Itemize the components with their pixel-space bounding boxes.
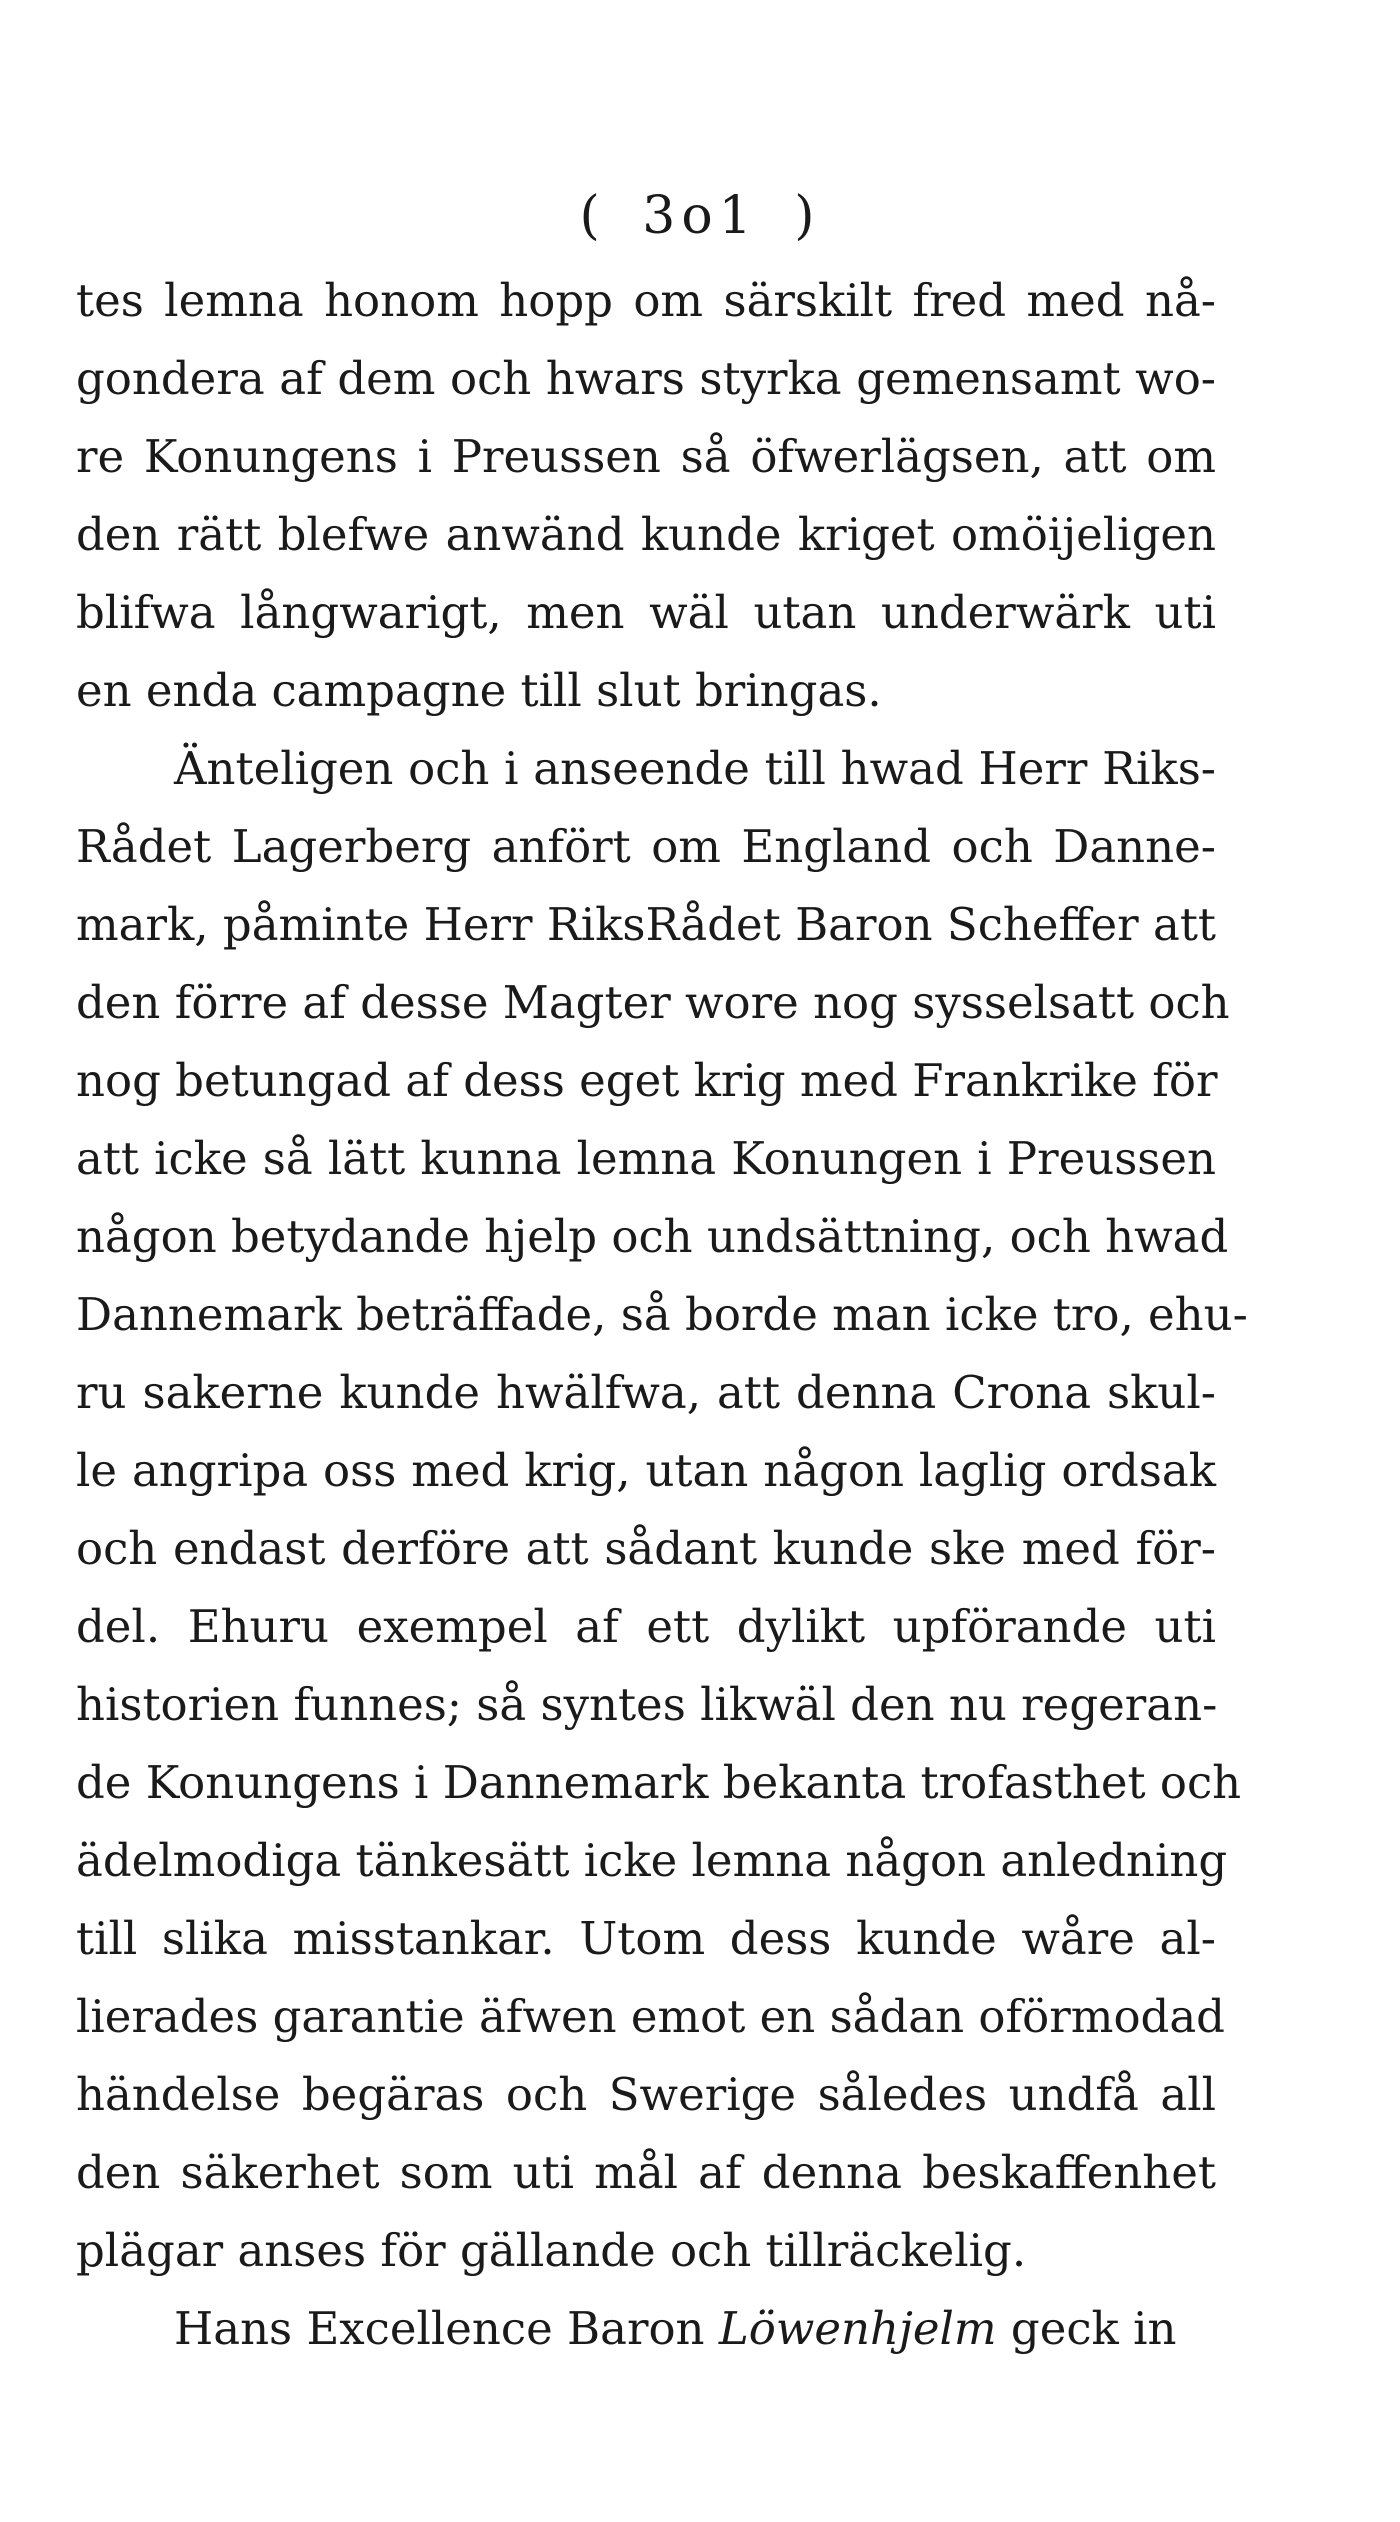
text-line: historien funnes; så syntes likwäl den nu regeran- <box>76 1678 1218 1731</box>
text-line: den förre af desse Magter wore nog sysselsatt och <box>76 976 1230 1029</box>
text-line: till slika misstankar. Utom dess kunde wåre al- <box>76 1912 1216 1965</box>
text-line: Rådet Lagerberg anfört om England och Danne- <box>76 820 1216 873</box>
text-line: mark, påminte Herr RiksRådet Baron Scheffer att <box>76 898 1216 951</box>
text-line: nog betungad af dess eget krig med Frankrike för <box>76 1054 1218 1107</box>
text-line: någon betydande hjelp och undsättning, och hwad <box>76 1210 1229 1263</box>
text-line: Dannemark beträffade, så borde man icke tro, ehu- <box>76 1288 1248 1341</box>
person-name: Löwenhjelm <box>718 2302 997 2355</box>
text-line: gondera af dem och hwars styrka gemensamt wo- <box>76 352 1216 405</box>
text-line: lierades garantie äfwen emot en sådan oförmodad <box>76 1990 1225 2043</box>
text-line: plägar anses för gällande och tillräckelig. <box>76 2224 1027 2277</box>
text-line: ädelmodiga tänkesätt icke lemna någon anledning <box>76 1834 1228 1887</box>
text-line: en enda campagne till slut bringas. <box>76 664 882 717</box>
text-line: del. Ehuru exempel af ett dylikt upförande uti <box>76 1600 1216 1653</box>
text-line: den säkerhet som uti mål af denna beskaffenhet <box>76 2146 1216 2199</box>
page-number: ( 3o1 ) <box>579 186 821 246</box>
text-line: de Konungens i Dannemark bekanta trofasthet och <box>76 1756 1242 1809</box>
text-line: re Konungens i Preussen så öfwerlägsen, att om <box>76 430 1216 483</box>
text-line-final <box>76 2290 1216 2368</box>
text-line: att icke så lätt kunna lemna Konungen i Preussen <box>76 1132 1216 1185</box>
text-line: Änteligen och i anseende till hwad Herr Riks- <box>174 742 1216 795</box>
text-line: händelse begäras och Swerige således undfå all <box>76 2068 1216 2121</box>
text-line: le angripa oss med krig, utan någon laglig ordsak <box>76 1444 1216 1497</box>
text-line: ru sakerne kunde hwälfwa, att denna Crona skul- <box>76 1366 1216 1419</box>
line-text-after-name: geck in <box>1010 2302 1177 2355</box>
text-line: och endast derföre att sådant kunde ske med för- <box>76 1522 1216 1575</box>
line-text-before-name: Hans Excellence Baron <box>174 2302 705 2355</box>
text-line: blifwa långwarigt, men wäl utan underwärk uti <box>76 586 1216 639</box>
text-line: den rätt blefwe anwänd kunde kriget omöijeligen <box>76 508 1216 561</box>
text-line: tes lemna honom hopp om särskilt fred med nå- <box>76 274 1216 327</box>
body-text <box>76 262 1248 2368</box>
